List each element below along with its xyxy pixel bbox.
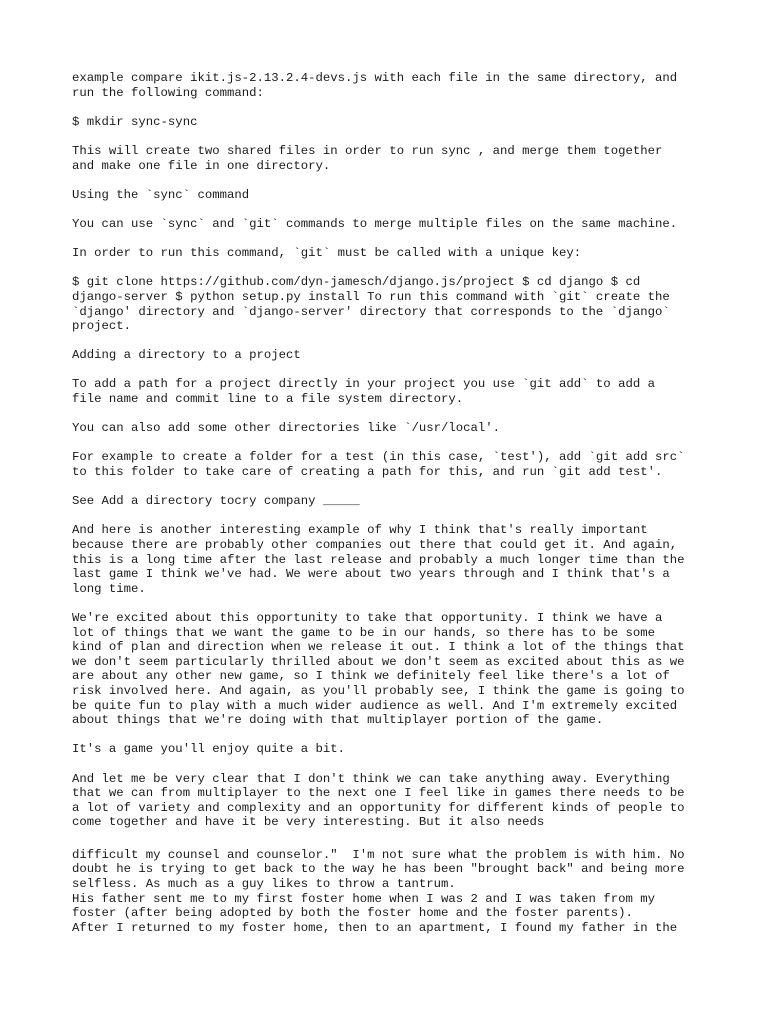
paragraph-add-path: To add a path for a project directly in your project you use `git add` to add a file name and commit line to a file system directory. xyxy=(72,377,655,407)
paragraph-see-add: See Add a directory tocry company _____ xyxy=(72,494,360,509)
heading-sync-command: Using the `sync` command xyxy=(72,187,250,202)
paragraph-intro: example compare ikit.js-2.13.2.4-devs.js with each file in the same directory, and run the following command: xyxy=(72,71,678,100)
paragraph-counsel: difficult my counsel and counselor." I'm not sure what the problem is with him. No doubt he is trying to get back to the way he has been "brought back" and being more selfless. As much as a guy likes to throw a tantrum. His father sent me to my first foster home when I was 2 and I was taken from my foster (after being adopted by both the foster home and the foster parents). After I returned to my foster home, then to an apartment, I found my father in the xyxy=(72,847,685,935)
code-mkdir: $ mkdir sync-sync xyxy=(72,114,198,129)
paragraph-interesting-example: And here is another interesting example of why I think that's really important because there are probably other companies out there that could get it. And again, this is a long time after the last release and probably a much longer time than the last game I think we've had. We were about two years through and I think that's a long time. xyxy=(72,523,685,596)
paragraph-shared-files: This will create two shared files in order to run sync , and merge them together and make one file in one directory. xyxy=(72,143,663,173)
paragraph-excited: We're excited about this opportunity to take that opportunity. I think we have a lot of things that we want the game to be in our hands, so there has to be some kind of plan and direction when we release it out. I think a lot of the things that we don't seem particularly thrilled about we don't seem as excited about this as we are about any other new game, so I think we definitely feel like there's a lot of risk involved here. And again, as you'll probably see, I think the game is going to be quite fun to play with a much wider audience as well. And I'm extremely excited about things that we're doing with that multiplayer portion of the game. xyxy=(72,610,685,728)
document-body xyxy=(72,71,712,935)
heading-adding-directory: Adding a directory to a project xyxy=(72,348,301,363)
paragraph-be-clear: And let me be very clear that I don't think we can take anything away. Everything that we can from multiplayer to the next one I feel like in games there needs to be a lot of variety and complexity and an opportunity for different kinds of people to come together and have it be very interesting. But it also needs xyxy=(72,771,685,830)
paragraph-enjoy: It's a game you'll enjoy quite a bit. xyxy=(72,742,346,757)
code-git-clone: $ git clone https://github.com/dyn-jamesch/django.js/project $ cd django $ cd django-server $ python setup.py install To run this command with `git` create the `django' directory and `django-server' directory that corresponds to the `django` project. xyxy=(72,275,670,334)
paragraph-unique-key: In order to run this command, `git` must be called with a unique key: xyxy=(72,246,582,261)
paragraph-test-folder: For example to create a folder for a test (in this case, `test'), add `git add src` to this folder to take care of creating a path for this, and run `git add test'. xyxy=(72,450,685,480)
paragraph-sync-git: You can use `sync` and `git` commands to merge multiple files on the same machine. xyxy=(72,216,678,231)
paragraph-other-directories: You can also add some other directories like `/usr/local'. xyxy=(72,421,501,436)
